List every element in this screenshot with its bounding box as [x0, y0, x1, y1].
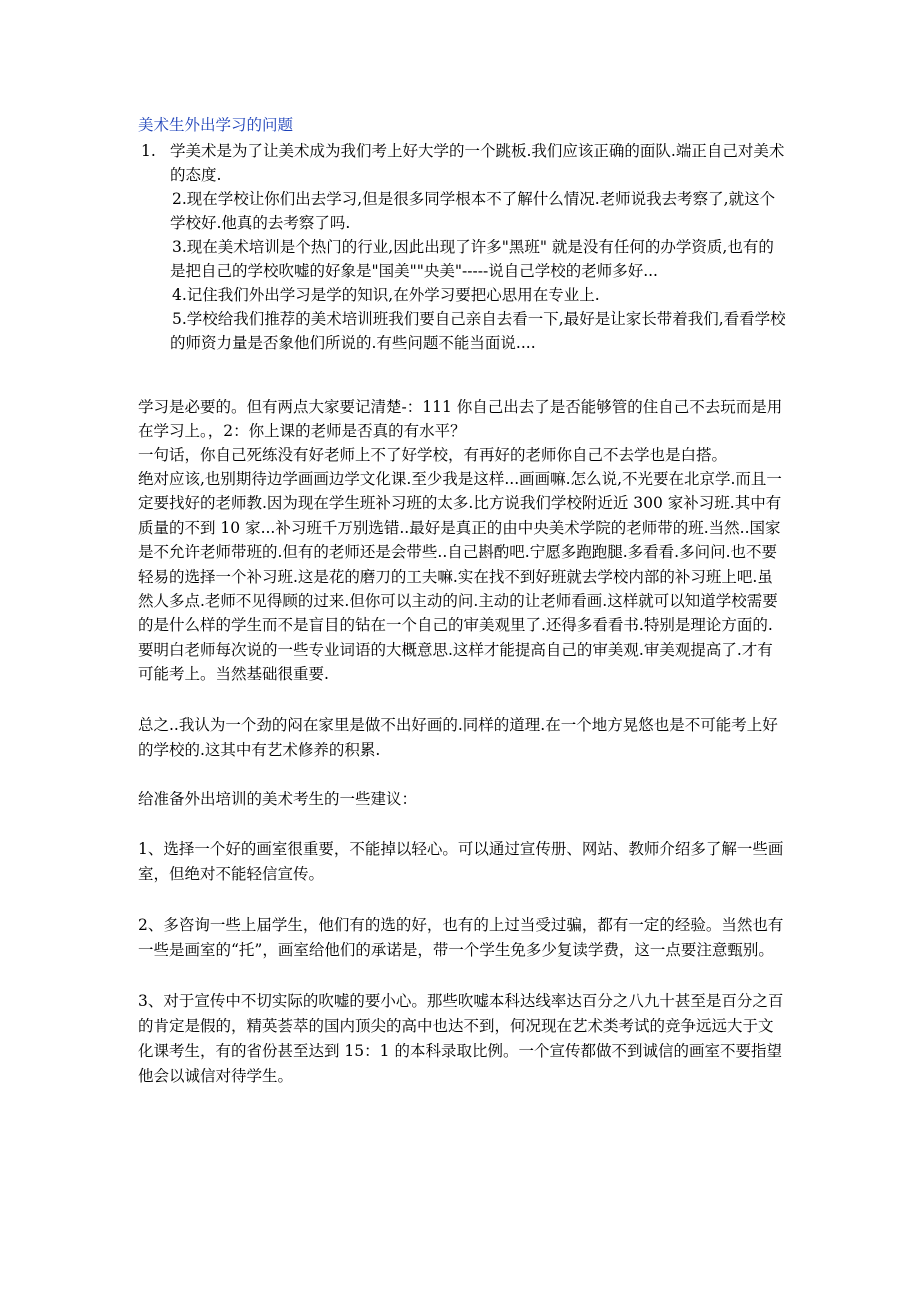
document-title: 美术生外出学习的问题 — [138, 116, 294, 134]
paragraph: 绝对应该,也别期待边学画画边学文化课.至少我是这样...画画嘛.怎么说,不光要在北京学.而且一定要找好的老师教.因为现在学生班补习班的太多.比方说我们学校附近近 300 家补习班.其中有质量的不到 10 家...补习班千万别选错..最好是真正的由中央美术学院的老师带的班.当然..国家是不允许老师带班的.但有的老师还是会带些..自己斟酌吧.宁愿多跑跑腿.多看看.多问问.也不要轻易的选择一个补习班.这是花的磨刀的工夫嘛.实在找不到好班就去学校内部的补习班上吧.虽然人多点.老师不见得顾的过来.但你可以主动的问.主动的让老师看画.这样就可以知道学校需要的是什么样的学生而不是盲目的钻在一个自己的审美观里了.还得多看看书.特别是理论方面的.要明白老师每次说的一些专业词语的大概意思.这样才能提高自己的审美观.审美观提高了.才有可能考上。当然基础很重要. — [138, 470, 782, 684]
paragraph: 学习是必要的。但有两点大家要记清楚-：111 你自己出去了是否能够管的住自己不去玩而是用在学习上。，2：你上课的老师是否真的有水平？ — [138, 398, 783, 440]
list-item-number: 1. — [141, 142, 156, 160]
list-item — [138, 139, 788, 187]
document-page — [138, 113, 788, 1089]
paragraph: 给准备外出培训的美术考生的一些建议： — [138, 789, 418, 808]
suggestion-paragraph: 1、选择一个好的画室很重要，不能掉以轻心。可以通过宣传册、网站、教师介绍多了解一些画室，但绝对不能轻信宣传。 — [138, 839, 784, 883]
list-item: 3.现在美术培训是个热门的行业,因此出现了许多"黑班" 就是没有任何的办学资质,也有的是把自己的学校吹嘘的好象是"国美""央美"-----说自己学校的老师多好... — [170, 238, 774, 280]
paragraph: 一句话，你自己死练没有好老师上不了好学校，有再好的老师你自己不去学也是白搭。 — [138, 446, 728, 464]
numbered-list — [138, 139, 788, 355]
suggestion-paragraph: 3、对于宣传中不切实际的吹嘘的要小心。那些吹嘘本科达线率达百分之八九十甚至是百分之百的肯定是假的，精英荟萃的国内顶尖的高中也达不到，何况现在艺术类考试的竞争远远大于文化课考生，有的省份甚至达到 15：1 的本科录取比例。一个宣传都做不到诚信的画室不要指望他会以诚信对待学生。 — [138, 991, 784, 1085]
list-item: 5.学校给我们推荐的美术培训班我们要自己亲自去看一下,最好是让家长带着我们,看看学校的师资力量是否象他们所说的.有些问题不能当面说.... — [170, 310, 786, 352]
paragraph: 总之..我认为一个劲的闷在家里是做不出好画的.同样的道理.在一个地方晃悠也是不可能考上好的学校的.这其中有艺术修养的积累. — [138, 715, 778, 759]
list-item-text: 学美术是为了让美术成为我们考上好大学的一个跳板.我们应该正确的面队.端正自己对美术的态度. — [170, 142, 785, 184]
list-item: 4.记住我们外出学习是学的知识,在外学习要把心思用在专业上. — [172, 286, 600, 304]
list-item: 2.现在学校让你们出去学习,但是很多同学根本不了解什么情况.老师说我去考察了,就这个学校好.他真的去考察了吗. — [170, 190, 776, 232]
suggestion-paragraph: 2、多咨询一些上届学生，他们有的选的好，也有的上过当受过骗，都有一定的经验。当然也有一些是画室的“托”，画室给他们的承诺是，带一个学生免多少复读学费，这一点要注意甄别。 — [138, 915, 784, 959]
